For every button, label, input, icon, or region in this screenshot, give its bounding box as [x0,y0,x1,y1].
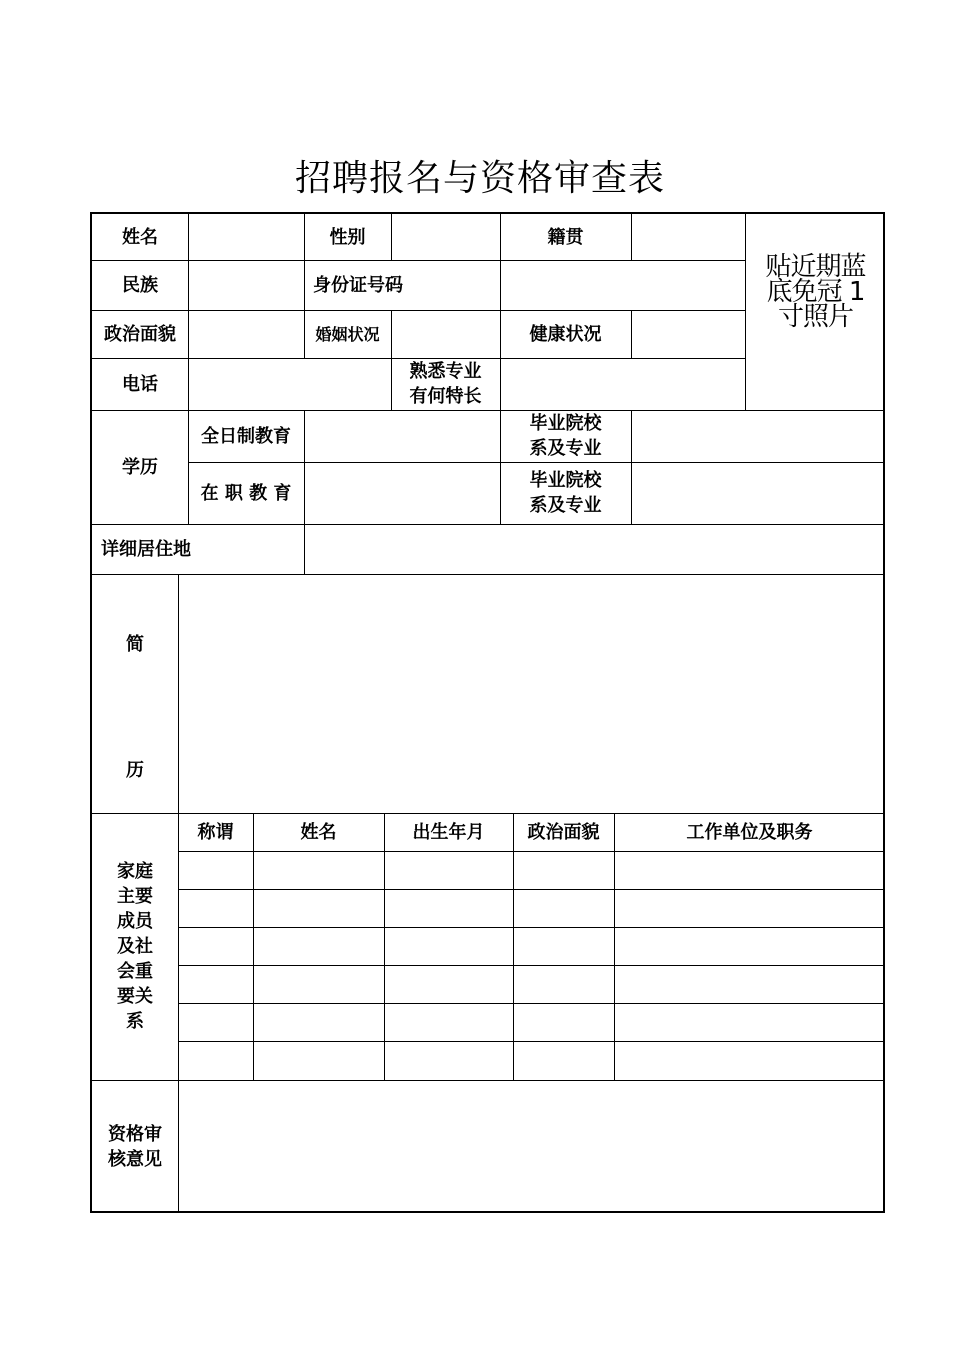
label-family-line: 主要 [117,886,153,907]
family-header-employer: 工作单位及职务 [686,821,813,843]
family-row[interactable] [179,1042,885,1080]
label-political-status: 政治面貌 [104,323,176,345]
label-resume-char2: 历 [126,759,144,781]
marital-status-field[interactable] [392,311,499,357]
family-header-birth: 出生年月 [412,821,485,843]
label-school-line1: 毕业院校 [529,470,602,491]
family-header-political: 政治面貌 [527,821,600,843]
label-parttime-school [500,462,631,524]
fulltime-school-field[interactable] [632,411,884,461]
label-parttime-education: 在 职 教 育 [200,482,292,504]
family-row[interactable] [179,928,885,965]
label-marital-status: 婚姻状况 [315,324,380,344]
application-form-table [90,212,885,1213]
gender-field[interactable] [392,215,499,259]
label-family-line: 及社 [117,936,153,957]
address-field[interactable] [305,525,884,573]
family-header-name: 姓名 [300,821,337,843]
family-header-title: 称谓 [197,821,234,843]
label-major-line2: 系及专业 [529,495,602,516]
parttime-school-field[interactable] [632,463,884,523]
political-status-field[interactable] [189,311,303,357]
review-field[interactable] [179,1081,884,1212]
label-major-line2: 系及专业 [529,438,602,459]
label-specialty-line1: 熟悉专业 [409,361,482,382]
label-review-line2: 核意见 [108,1148,162,1170]
photo-area[interactable] [746,214,885,410]
label-phone: 电话 [122,373,158,395]
id-number-field[interactable] [501,261,744,309]
label-address: 详细居住地 [101,538,191,560]
label-resume-char1: 简 [126,633,144,655]
name-field[interactable] [189,215,303,259]
native-place-field[interactable] [632,215,744,259]
health-status-field[interactable] [632,311,744,357]
photo-note-line2: 底免冠 1 [766,276,865,307]
label-native-place: 籍贯 [547,226,584,248]
label-specialty [391,358,500,410]
label-review-line1: 资格审 [108,1123,162,1145]
label-ethnicity: 民族 [122,274,158,296]
label-name: 姓名 [122,226,158,248]
photo-note-line3: 寸照片 [777,301,853,332]
family-row[interactable] [179,1004,885,1041]
label-gender: 性别 [329,226,366,248]
label-health-status: 健康状况 [529,323,602,345]
label-family [92,813,178,1080]
label-id-number: 身份证号码 [313,274,403,296]
label-family-line: 系 [126,1011,144,1032]
label-review [92,1080,178,1213]
label-education: 学历 [122,456,158,478]
parttime-education-field[interactable] [305,463,499,523]
phone-field[interactable] [189,359,390,409]
label-specialty-line2: 有何特长 [409,386,482,407]
label-fulltime-school [500,410,631,462]
label-fulltime-education: 全日制教育 [201,425,291,447]
fulltime-education-field[interactable] [305,411,499,461]
label-family-line: 家庭 [117,861,153,882]
label-family-line: 要关 [117,986,153,1007]
ethnicity-field[interactable] [189,261,303,309]
photo-note-line1: 贴近期蓝 [765,251,866,282]
label-school-line1: 毕业院校 [529,413,602,434]
family-row[interactable] [179,890,885,927]
family-row[interactable] [179,966,885,1003]
label-family-line: 成员 [117,911,153,932]
resume-field[interactable] [179,575,884,812]
page-title: 招聘报名与资格审查表 [294,158,665,199]
label-family-line: 会重 [117,961,153,982]
family-row[interactable] [179,852,885,889]
specialty-field[interactable] [501,359,744,409]
